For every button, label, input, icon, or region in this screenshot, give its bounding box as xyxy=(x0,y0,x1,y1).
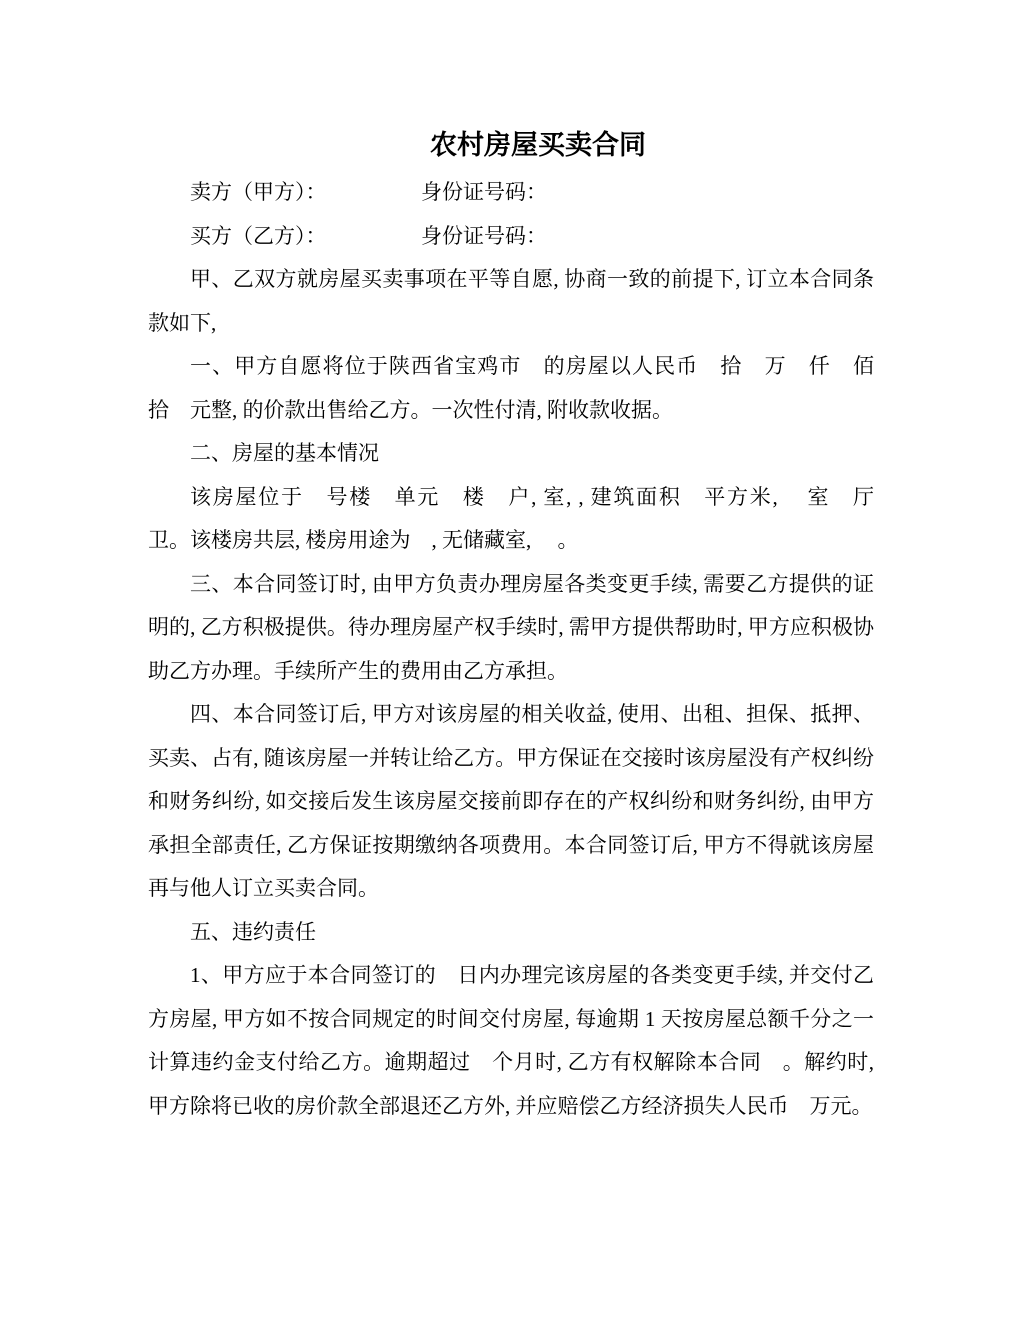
house-details: 该房屋位于 号楼 单元 楼 户, 室, , 建筑面积 平方米, 室 厅 卫。该楼房共层, 楼房用途为 , 无储藏室, 。 xyxy=(148,484,895,552)
party-seller-line: 卖方（甲方）： 身份证号码： xyxy=(190,180,547,204)
document-title: 农村房屋买卖合同 xyxy=(430,130,646,160)
clause-4: 四、本合同签订后, 甲方对该房屋的相关收益, 使用、出租、担保、抵押、买卖、占有, 随该房屋一并转让给乙方。甲方保证在交接时该房屋没有产权纠纷和财务纠纷, 如交接后发生该房屋交接前即存在的产权纠纷和财务纠纷, 由甲方承担全部责任, 乙方保证按期缴纳各项费用。本合同签订后, 甲方不得就该房屋再与他人订立买卖合同。 xyxy=(148,702,874,900)
section-5-heading: 五、违约责任 xyxy=(190,919,316,944)
party-buyer-line: 买方（乙方）： 身份证号码： xyxy=(190,223,547,248)
clause-5-1: 1、甲方应于本合同签订的 日内办理完该房屋的各类变更手续, 并交付乙方房屋, 甲方如不按合同规定的时间交付房屋, 每逾期 1 天按房屋总额千分之一计算违约金支付给乙方。逾期超过 个月时, 乙方有权解除本合同 。解约时, 甲方除将已收的房价款全部退还乙方外, 并应赔偿乙方经济损失人民币 万元。 xyxy=(148,963,874,1118)
clause-1: 一、甲方自愿将位于陕西省宝鸡市 的房屋以人民币 拾 万 仟 佰 拾 元整, 的价款出售给乙方。一次性付清, 附收款收据。 xyxy=(148,354,895,422)
clause-3: 三、本合同签订时, 由甲方负责办理房屋各类变更手续, 需要乙方提供的证明的, 乙方积极提供。待办理房屋产权手续时, 需甲方提供帮助时, 甲方应积极协助乙方办理。手续所产生的费用由乙方承担。 xyxy=(148,571,874,683)
section-2-heading: 二、房屋的基本情况 xyxy=(190,441,379,465)
intro-paragraph: 甲、乙双方就房屋买卖事项在平等自愿, 协商一致的前提下, 订立本合同条款如下, xyxy=(148,267,874,335)
